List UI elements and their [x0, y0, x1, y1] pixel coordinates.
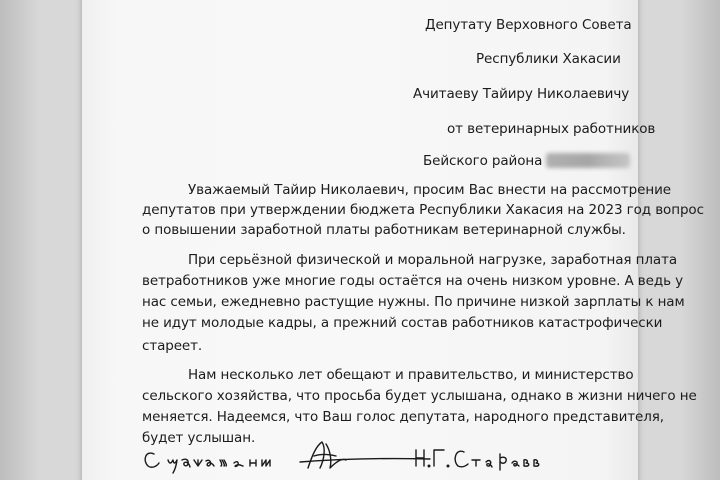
paragraph-3-line: будет услышан. — [142, 430, 256, 446]
paragraph-1-line: о повышении заработной платы работникам ветеринарной службы. — [142, 222, 626, 238]
paragraph-2-line: не идут молодые кадры, а прежний состав работников катастрофически — [142, 315, 663, 331]
paragraph-3-line: меняется. Надеемся, что Ваш голос депутата, народного представителя, — [142, 409, 664, 425]
paragraph-2-line: нас семьи, ежедневно растущие нужны. По причине низкой зарплаты к нам — [142, 294, 685, 310]
sender-line-2 — [423, 153, 630, 169]
paragraph-2-line: ветработников уже многие годы остаётся на очень низком уровне. А ведь у — [142, 273, 684, 289]
handwritten-signature — [140, 436, 560, 476]
paragraph-3-line: сельского хозяйства, что просьба будет услышана, однако в жизни ничего не — [142, 388, 697, 404]
paragraph-1-line: депутатов при утверждении бюджета Республики Хакасия на 2023 год вопрос — [142, 202, 704, 218]
letter-page — [82, 0, 704, 480]
sender-district: Бейского района — [423, 153, 543, 169]
recipient-line-3: Ачитаеву Тайиру Николаевичу — [413, 86, 630, 102]
paragraph-2-line: стареет. — [142, 338, 203, 354]
paragraph-2-line: При серьёзной физической и моральной нагрузке, заработная плата — [188, 252, 678, 268]
paragraph-3-line: Нам несколько лет обещают и правительство, и министерство — [188, 367, 634, 383]
paragraph-1-line: Уважаемый Тайир Николаевич, просим Вас внести на рассмотрение — [188, 182, 671, 198]
sender-line-1: от ветеринарных работников — [447, 121, 656, 137]
recipient-line-1: Депутату Верховного Совета — [425, 17, 632, 33]
recipient-line-2: Республики Хакасии — [476, 51, 621, 67]
redacted-area — [546, 153, 630, 168]
